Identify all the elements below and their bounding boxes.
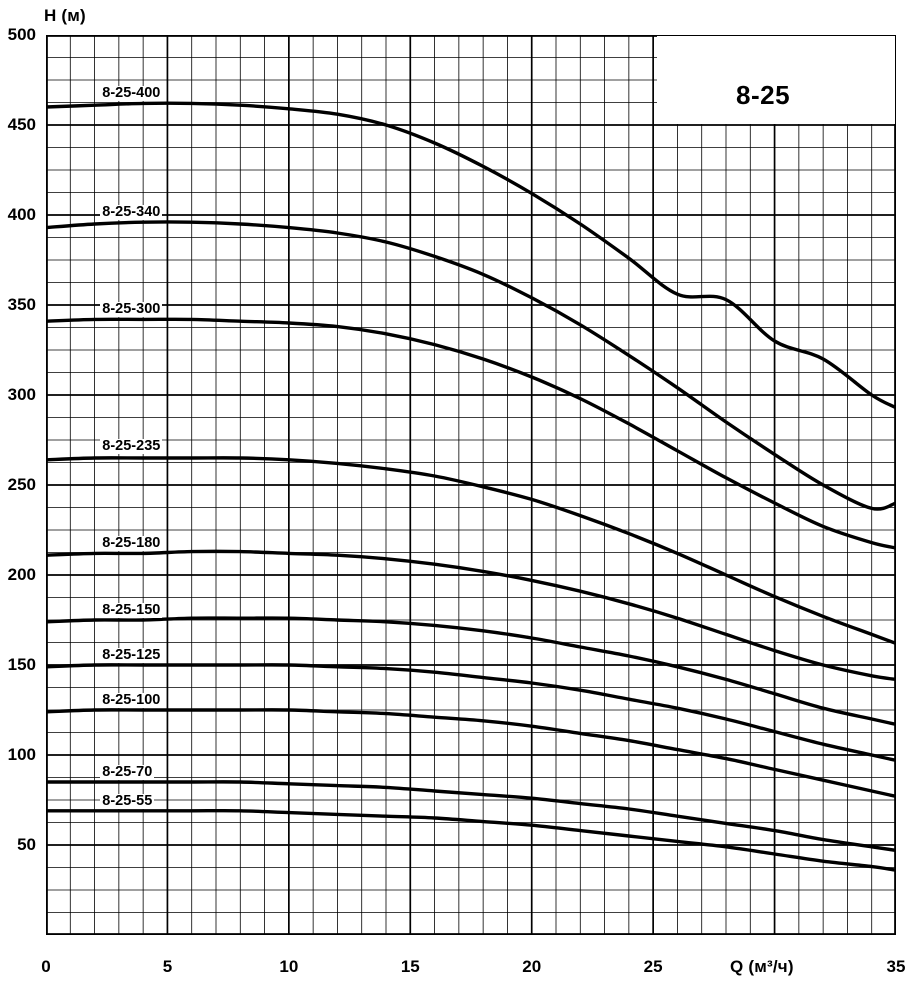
curve-8-25-70	[46, 782, 896, 851]
series-label-8-25-100: 8-25-100	[102, 692, 161, 708]
series-label-8-25-70: 8-25-70	[102, 764, 153, 780]
series-label-8-25-125: 8-25-125	[102, 647, 161, 663]
y-tick-label: 250	[7, 475, 36, 494]
x-tick-label: 25	[643, 957, 663, 976]
series-label-8-25-400: 8-25-400	[102, 85, 161, 102]
y-tick-label: 300	[7, 385, 36, 404]
x-tick-label: 0	[41, 957, 51, 976]
x-tick-label: 20	[522, 957, 542, 976]
y-tick-label: 450	[7, 115, 36, 134]
curve-8-25-125	[46, 665, 896, 761]
model-badge: 8-25	[726, 78, 800, 113]
y-tick-label: 100	[7, 745, 36, 764]
x-tick-label: 35	[886, 957, 906, 976]
x-tick-label: 5	[162, 957, 173, 976]
y-axis-title: H (м)	[44, 6, 86, 25]
series-label-8-25-340: 8-25-340	[102, 204, 161, 221]
curve-8-25-180	[46, 551, 896, 679]
series-label-8-25-150: 8-25-150	[102, 602, 161, 618]
x-tick-label: 10	[279, 957, 299, 976]
y-tick-label: 400	[7, 205, 36, 224]
curve-8-25-400	[46, 103, 896, 407]
y-tick-label: 50	[17, 835, 36, 854]
plot-area	[46, 35, 896, 935]
curve-8-25-340	[46, 222, 896, 509]
x-tick-label: 15	[400, 957, 420, 976]
x-axis-title: Q (м³/ч)	[730, 957, 794, 976]
series-label-8-25-300: 8-25-300	[102, 301, 161, 318]
plot-svg	[46, 35, 896, 935]
y-tick-label: 200	[7, 565, 36, 584]
series-label-8-25-235: 8-25-235	[102, 438, 161, 455]
curve-8-25-55	[46, 811, 896, 871]
series-label-8-25-180: 8-25-180	[102, 535, 161, 552]
y-tick-label: 500	[7, 25, 36, 44]
y-tick-label: 150	[7, 655, 36, 674]
y-tick-label: 350	[7, 295, 36, 314]
curve-8-25-300	[46, 319, 896, 548]
series-label-8-25-55: 8-25-55	[102, 792, 153, 809]
